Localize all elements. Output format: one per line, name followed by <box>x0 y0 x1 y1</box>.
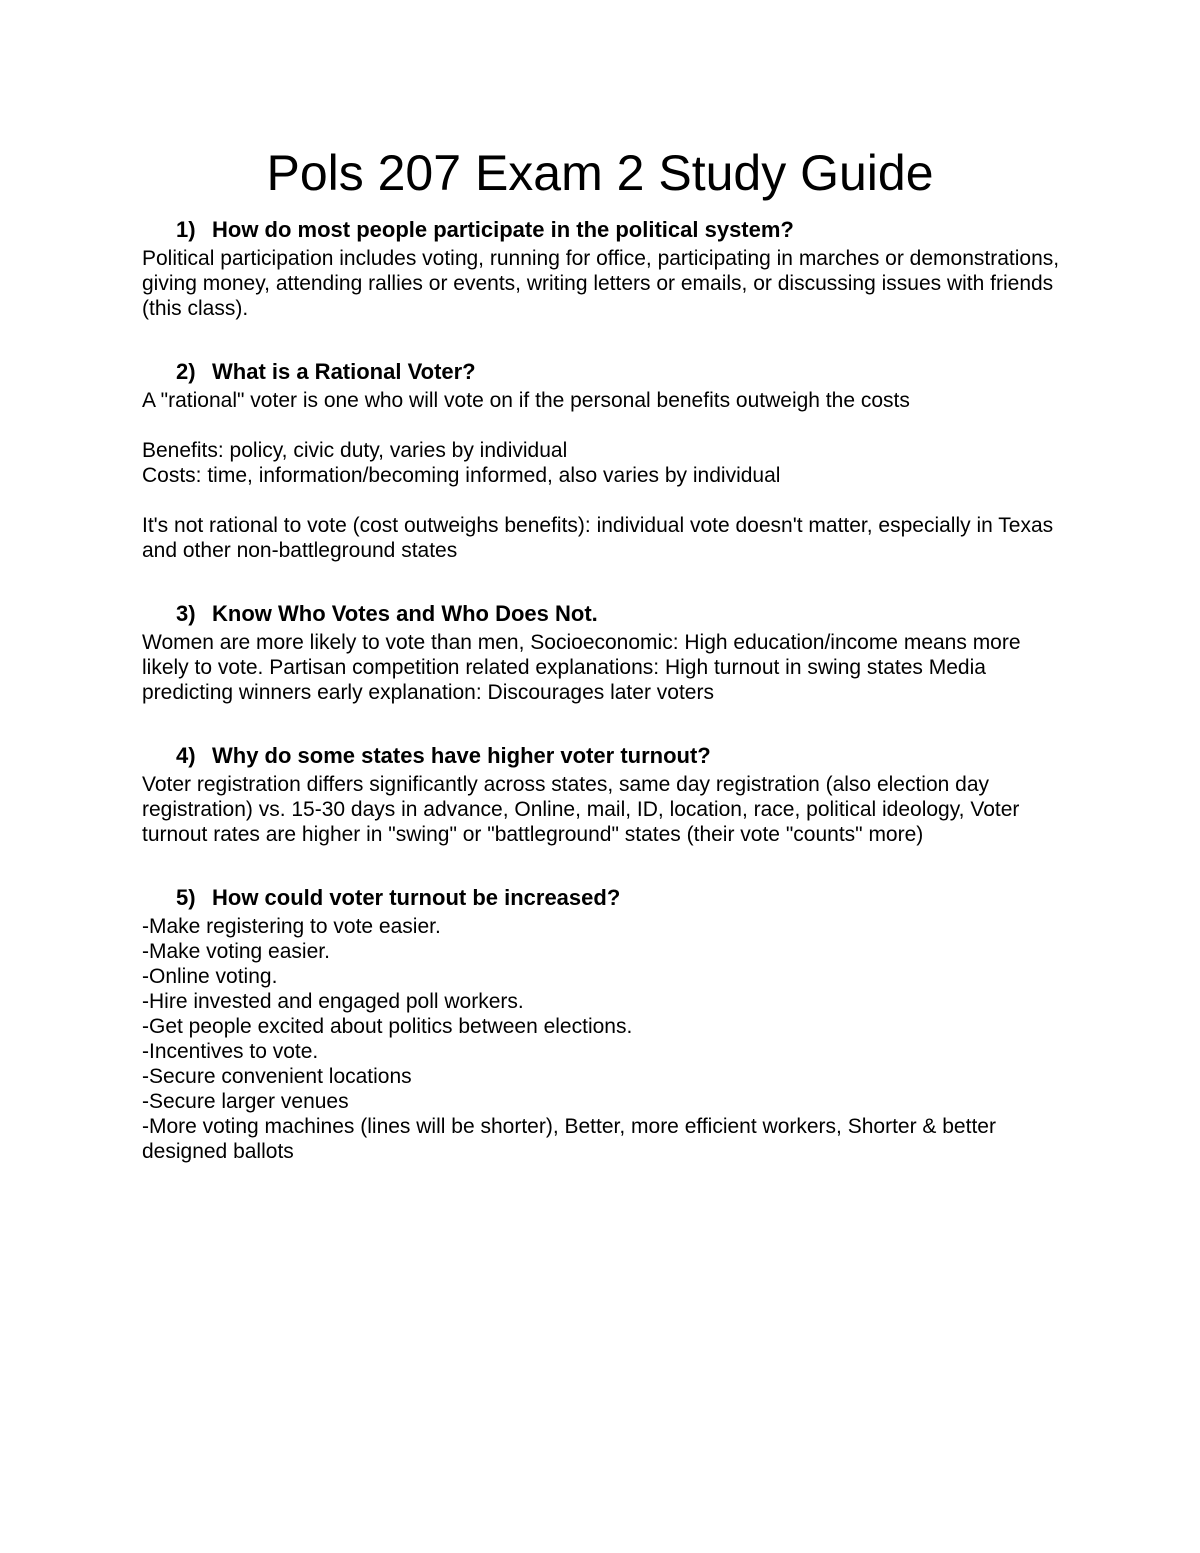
question-number: 5) <box>176 885 196 910</box>
section-5 <box>142 883 1062 1164</box>
benefits-line: Benefits: policy, civic duty, varies by individual <box>142 439 568 462</box>
answer-paragraph: Women are more likely to vote than men, Socioeconomic: High education/income means more likely to vote. Partisan competition related explanations: High turnout in swing states Media predicting winners early explanation: Discourages later voters <box>142 631 1021 704</box>
document-title: Pols 207 Exam 2 Study Guide <box>266 145 934 201</box>
question-number: 4) <box>176 743 196 768</box>
question-text: How do most people participate in the political system? <box>212 217 794 242</box>
list-item: -Make registering to vote easier. <box>142 915 441 938</box>
costs-line: Costs: time, information/becoming informed, also varies by individual <box>142 464 781 487</box>
list-item: -Incentives to vote. <box>142 1040 319 1063</box>
section-1-question <box>142 215 1062 245</box>
list-item: -Secure larger venues <box>142 1090 349 1113</box>
question-text: What is a Rational Voter? <box>212 359 476 384</box>
section-3-question <box>142 599 1062 629</box>
question-number: 2) <box>176 359 196 384</box>
document-body <box>142 215 1062 1164</box>
section-2-question <box>142 357 1062 387</box>
section-4-question <box>142 741 1062 771</box>
list-item: -More voting machines (lines will be shorter), Better, more efficient workers, Shorter & better designed ballots <box>142 1115 996 1163</box>
suggestion-list <box>142 914 1062 1164</box>
list-item: -Secure convenient locations <box>142 1065 412 1088</box>
answer-paragraph: A "rational" voter is one who will vote on if the personal benefits outweigh the costs <box>142 389 910 412</box>
section-1 <box>142 215 1062 321</box>
question-number: 3) <box>176 601 196 626</box>
section-2 <box>142 357 1062 563</box>
question-number: 1) <box>176 217 196 242</box>
question-text: Why do some states have higher voter turnout? <box>212 743 711 768</box>
question-text: Know Who Votes and Who Does Not. <box>212 601 598 626</box>
list-item: -Get people excited about politics between elections. <box>142 1015 633 1038</box>
answer-paragraph: Political participation includes voting, running for office, participating in marches or demonstrations, giving money, attending rallies or events, writing letters or emails, or discussing issues with friends (this class). <box>142 247 1060 320</box>
question-text: How could voter turnout be increased? <box>212 885 621 910</box>
list-item: -Hire invested and engaged poll workers. <box>142 990 524 1013</box>
list-item: -Make voting easier. <box>142 940 330 963</box>
answer-paragraph: It's not rational to vote (cost outweighs benefits): individual vote doesn't matter, especially in Texas and other non-battleground states <box>142 514 1054 562</box>
section-5-question <box>142 883 1062 913</box>
section-4 <box>142 741 1062 847</box>
section-3 <box>142 599 1062 705</box>
list-item: -Online voting. <box>142 965 278 988</box>
answer-paragraph: Voter registration differs significantly across states, same day registration (also election day registration) vs. 15-30 days in advance, Online, mail, ID, location, race, political ideology, Voter turnout rates are higher in "swing" or "battleground" states (their vote "counts" more) <box>142 773 1020 846</box>
